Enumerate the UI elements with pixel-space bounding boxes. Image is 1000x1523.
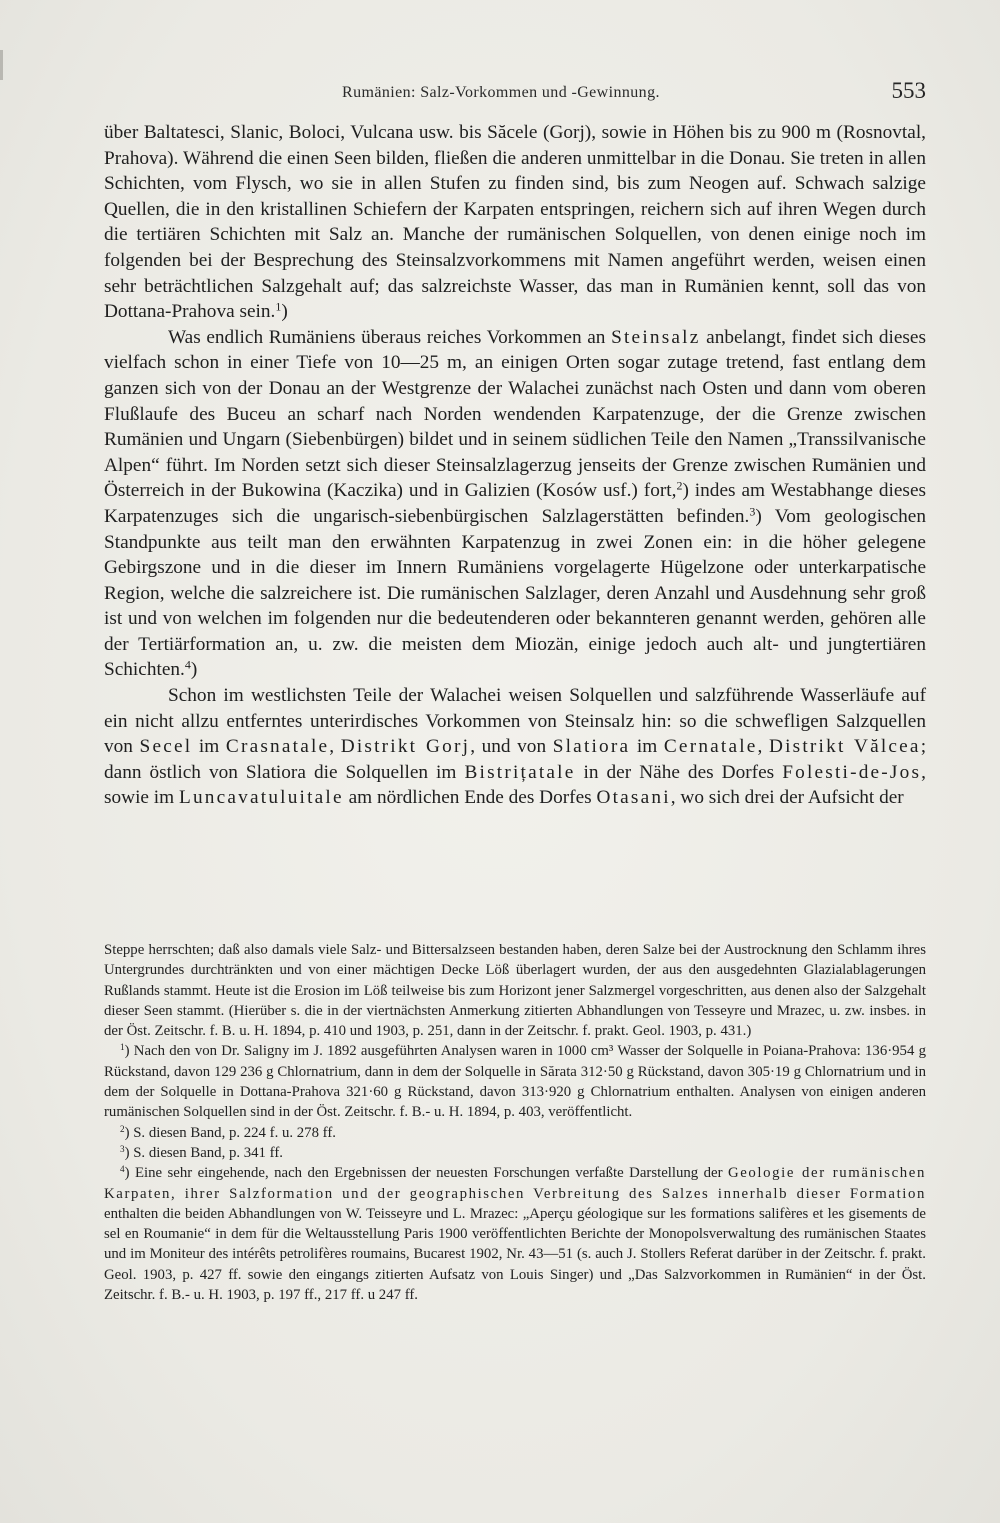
footnote-4 — [104, 1163, 926, 1305]
footnote-continuation: Steppe herrschten; daß also damals viele Salz- und Bittersalzseen bestanden haben, deren Salze bei der Austrocknung den Schlamm ihres Untergrundes durchtränkten und von einer mächtigen Decke Löß überlagert wurden, der aus den ausgedehnten Glazialablagerungen Rußlands stammt. Heute ist die Erosion im Löß teilweise bis zum Horizont jener Salzmergel vorgeschritten, aus denen also der Salzgehalt dieser Seen stammt. (Hierüber s. die in der viertnächsten Anmerkung zitierten Abhandlungen von Tesseyre und Mrazec, u. zw. insbes. in der Öst. Zeitschr. f. B. u. H. 1894, p. 410 und 1903, p. 251, dann in der Zeitschr. f. prakt. Geol. 1903, p. 431.) — [104, 942, 926, 1040]
paragraph-3-text-e: im — [630, 736, 664, 758]
page-header — [104, 78, 926, 108]
paragraph-3-text-j: am nördlichen Ende des Dorfes — [343, 787, 597, 809]
footnote-ref-4: 4 — [184, 657, 191, 672]
paragraph-2-text-d: ) Vom geologischen Standpunkte aus teilt man den erwähnten Karpatenzug in zwei Zonen ein: in die höher gelegene Gebirgszone und in die dieser im Innern Rumäniens vorgelagerte Hügelzone oder unterkarpatische Region, welche die salzreichere ist. Die rumänischen Salzlager, deren Anzahl und Ausdehnung sehr groß ist und von welchen im folgenden nur die bedeutenderen oder bekannteren genannt werden, gehören alle der Tertiärformation an, u. zw. die meisten dem Miozän, einige jedoch auch alt- und jungtertiären Schichten. — [104, 505, 926, 681]
footnotes — [104, 940, 926, 1305]
footnote-3-mark: 3 — [120, 1143, 125, 1154]
place-secel: Secel — [139, 736, 193, 758]
paragraph-2: Was endlich Rumäniens überaus reiches Vorkommen an Steinsalz anbelangt, findet sich dieses vielfach schon in einer Tiefe von 10—25 m, an einigen Orten sogar zutage tretend, fast entlang dem ganzen sich von der Donau an der Westgrenze der Walachei zunächst nach Osten und dann vom oberen Flußlaufe des Buceu an scharf nach Norden wendenden Karpatenzuge, der die Grenze zwischen Rumänien und Ungarn (Siebenbürgen) bildet und in seinem südlichen Teile den Namen „Transsilvanische Alpen“ führt. Im Norden setzt sich dieser Steinsalzlagerzug jenseits der Grenze zwischen Rumänien und Österreich in der Bukowina (Kaczika) und in Galizien (Kosów usf.) fort,$^2$) indes am Westabhange dieses Karpatenzuges sich die ungarisch-siebenbürgischen Salzlagerstätten befinden.$^3$) Vom geologischen Standpunkte aus teilt man den erwähnten Karpatenzug in zwei Zonen ein: in die höher gelegene Gebirgszone und in die dieser im Innern Rumäniens vorgelagerte Hügelzone oder unterkarpatische Region, welche die salzreichere ist. Die rumänischen Salzlager, deren Anzahl und Ausdehnung sehr groß ist und von welchen im folgenden nur die bedeutenderen oder bekannteren genannt werden, gehören alle der Tertiärformation an, u. zw. die meisten dem Miozän, einige jedoch auch alt- und jungtertiären Schichten.$^4$) — [104, 326, 927, 681]
footnote-4-spaced-title: Geologie der rumänischen Karpaten, ihrer Salzformation und der geographischen Verbreitung des Salzes innerhalb dieser Formation — [104, 1165, 926, 1202]
footnote-4-mark: 4 — [120, 1164, 125, 1175]
footnote-3-text: ) S. diesen Band, p. 341 ff. — [124, 1144, 283, 1161]
paragraph-3-text-i: , sowie im — [104, 761, 926, 809]
place-crasnatale: Crasnatale — [225, 736, 330, 758]
scan-edge-mark — [0, 50, 3, 80]
paragraph-2-text-c: ) indes am Westabhange dieses Karpatenzuges sich die ungarisch-siebenbürgischen Salzlagerstätten befinden. — [104, 480, 927, 527]
footnote-1-text: ) Nach den von Dr. Saligny im J. 1892 ausgeführten Analysen waren in 1000 cm³ Wasser der Solquelle in Poiana-Prahova: 136·954 g Rückstand, davon 129 236 g Chlornatrium, dann in dem der Solquelle in Sărata 312·50 g Rückstand, davon 305·19 g Chlornatrium und in dem der Solquelle in Dottana-Prahova 321·60 g Rückstand, davon 313·920 g Chlornatrium enthalten. Analysen von einigen anderen rumänischen Solquellen sind in der Öst. Zeitschr. f. B.- u. H. 1894, p. 403, veröffentlicht. — [104, 1043, 926, 1121]
footnote-ref-3: 3 — [749, 504, 756, 519]
paragraph-3-text-c: , — [329, 736, 341, 758]
place-distrikt-valcea: Distrikt Vălcea — [768, 736, 921, 758]
paragraph-1-text: über Baltatesci, Slanic, Boloci, Vulcana usw. bis Săcele (Gorj), sowie in Höhen bis zu 900 m (Rosnovtal, Prahova). Während die einen Seen bilden, fließen die anderen unmittelbar in die Donau. Sie treten in allen Schichten, vom Flysch, wo sie in allen Stufen zu finden sind, bis zum Neogen auf. Schwach salzige Quellen, die in den kristallinen Schiefern der Karpaten entspringen, reichern sich auf ihren Wegen durch die tertiären Schichten mit Salz an. Manche der rumänischen Solquellen, von denen einige noch im folgenden bei der Besprechung des Steinsalzvorkommens mit Namen angeführt werden, weisen einen sehr beträchtlichen Salzgehalt auf; das salzreichste Wasser, das man in Rumänien kennt, soll das von Dottana-Prahova sein. — [104, 122, 926, 323]
paragraph-2-text-a: Was endlich Rumäniens überaus reiches Vorkommen an — [168, 326, 612, 348]
running-head: Rumänien: Salz-Vorkommen und -Gewinnung. — [342, 84, 660, 101]
paragraph-3-text-a: Schon im westlichsten Teile der Walachei weisen Solquellen und salzführende Wasserläufe auf ein nicht allzu entferntes unterirdisches Vorkommen von Steinsalz hin: so die schwefligen Salzquellen von — [104, 685, 926, 758]
paragraph-3-text-h: in der Nähe des Dorfes — [575, 761, 783, 783]
paragraph-1: über Baltatesci, Slanic, Boloci, Vulcana usw. bis Săcele (Gorj), sowie in Höhen bis zu 900 m (Rosnovtal, Prahova). Während die einen Seen bilden, fließen die anderen unmittelbar in die Donau. Sie treten in allen Schichten, vom Flysch, wo sie in allen Stufen zu finden sind, bis zum Neogen auf. Schwach salzige Quellen, die in den kristallinen Schiefern der Karpaten entspringen, reichern sich auf ihren Wegen durch die tertiären Schichten mit Salz an. Manche der rumänischen Solquellen, von denen einige noch im folgenden bei der Besprechung des Steinsalzvorkommens mit Namen angeführt werden, weisen einen sehr beträchtlichen Salzgehalt auf; das salzreichste Wasser, das man in Rumänien kennt, soll das von Dottana-Prahova sein.$^1$) — [104, 122, 926, 323]
paragraph-2-text-b: anbelangt, findet sich dieses vielfach schon in einer Tiefe von 10—25 m, an einigen Orten sogar zutage tretend, fast entlang dem ganzen sich von der Donau an der Westgrenze der Walachei zunächst nach Osten und dann vom oberen Flußlaufe des Buceu an scharf nach Norden wendenden Karpatenzuge, der die Grenze zwischen Rumänien und Ungarn (Siebenbürgen) bildet und in seinem südlichen Teile den Namen „Transsilvanische Alpen“ führt. Im Norden setzt sich dieser Steinsalzlagerzug jenseits der Grenze zwischen Rumänien und Österreich in der Bukowina (Kaczika) und in Galizien (Kosów usf.) fort, — [104, 326, 926, 502]
paragraph-3-text-b: im — [192, 736, 226, 758]
footnote-2 — [104, 1123, 926, 1143]
paragraph-3-text-g: ; dann östlich von Slatiora die Solquellen im — [104, 736, 927, 783]
footnote-1 — [104, 1041, 926, 1122]
place-slatiora: Slatiora — [552, 736, 631, 758]
footnote-ref-2: 2 — [676, 478, 683, 493]
paragraph-3-text-d: , und von — [470, 736, 553, 758]
footnote-4-text-b: enthalten die beiden Abhandlungen von W. Teisseyre und L. Mrazec: „Aperçu géologique sur les formations salifères et les gisements de sel en Roumanie“ in dem für die Weltausstellung Paris 1900 veröffentlichten Berichte der Monopolsverwaltung des rumänischen Staates und im Moniteur des intérêts petrolifères roumains, Bucarest 1902, Nr. 43—51 (s. auch J. Stollers Referat darüber in der Zeitschr. f. prakt. Geol. 1903, p. 427 ff. sowie den eingangs zitierten Aufsatz von Louis Singer) und „Das Salzvorkommen in Rumänien“ in der Öst. Zeitschr. f. B.- u. H. 1903, p. 197 ff., 217 ff. u 247 ff. — [104, 1205, 926, 1304]
place-distrikt-gorj: Distrikt Gorj — [340, 736, 471, 758]
place-folesti-de-jos: Folesti-de-Jos — [782, 761, 922, 783]
paragraph-3-text-k: , wo sich drei der Aufsicht der — [670, 787, 904, 809]
footnote-ref-1: 1 — [275, 299, 282, 314]
paragraph-3 — [104, 683, 926, 811]
term-steinsalz: Steinsalz — [611, 326, 701, 348]
page-number: 553 — [891, 78, 926, 103]
place-otasani: Otasani — [596, 787, 671, 809]
place-luncavatuluitale: Luncavatuluitale — [178, 787, 344, 809]
main-text — [104, 120, 926, 811]
footnote-1-mark: 1 — [120, 1042, 125, 1053]
place-cernatale: Cernatale — [663, 736, 758, 758]
footnote-2-mark: 2 — [120, 1123, 125, 1134]
footnote-4-text-a: ) Eine sehr eingehende, nach den Ergebnissen der neuesten Forschungen verfaßte Darstellung der — [124, 1165, 728, 1182]
paragraph-3-text-f: , — [757, 736, 769, 758]
place-bistritatale: Bistrițatale — [464, 761, 576, 783]
footnote-3 — [104, 1143, 926, 1163]
footnote-2-text: ) S. diesen Band, p. 224 f. u. 278 ff. — [124, 1124, 336, 1141]
